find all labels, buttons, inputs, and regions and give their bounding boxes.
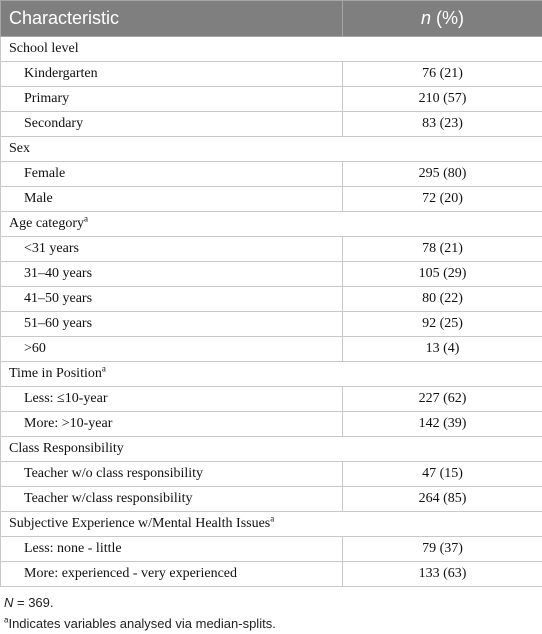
n-symbol: N: [4, 595, 14, 610]
row-value: 142 (39): [343, 412, 542, 437]
row-value: 76 (21): [343, 62, 542, 87]
row-label: Male: [1, 187, 343, 212]
group-label: [1, 512, 542, 537]
table-row: [1, 262, 542, 287]
row-label: Female: [1, 162, 343, 187]
group-label-text: Sex: [9, 141, 30, 156]
row-label: 51–60 years: [1, 312, 343, 337]
table-row: [1, 287, 542, 312]
row-value: 80 (22): [343, 287, 542, 312]
table-header-row: [1, 1, 542, 37]
group-label: [1, 137, 542, 162]
row-value: 78 (21): [343, 237, 542, 262]
group-label: [1, 37, 542, 62]
table-row: [1, 187, 542, 212]
footnote-marker: a: [84, 213, 89, 224]
row-label: 41–50 years: [1, 287, 343, 312]
row-value: 105 (29): [343, 262, 542, 287]
row-label: Less: none - little: [1, 537, 343, 562]
table-body: [1, 37, 542, 587]
group-label-text: Class Responsibility: [9, 441, 124, 456]
row-label: <31 years: [1, 237, 343, 262]
table-row: [1, 387, 542, 412]
table-row: [1, 312, 542, 337]
row-label: Teacher w/o class responsibility: [1, 462, 343, 487]
table-row: [1, 462, 542, 487]
row-label: Primary: [1, 87, 343, 112]
group-label: [1, 362, 542, 387]
row-label: More: >10-year: [1, 412, 343, 437]
row-value: 72 (20): [343, 187, 542, 212]
row-label: 31–40 years: [1, 262, 343, 287]
row-value: 264 (85): [343, 487, 542, 512]
table-row: [1, 337, 542, 362]
table-row: [1, 412, 542, 437]
table-row: [1, 62, 542, 87]
row-value: 210 (57): [343, 87, 542, 112]
row-label: >60: [1, 337, 343, 362]
row-value: 13 (4): [343, 337, 542, 362]
group-label: [1, 437, 542, 462]
row-label: Less: ≤10-year: [1, 387, 343, 412]
row-value: 83 (23): [343, 112, 542, 137]
footnote: [0, 613, 542, 634]
header-characteristic: Characteristic: [1, 1, 343, 37]
group-label-text: Time in Position: [9, 366, 102, 381]
row-value: 47 (15): [343, 462, 542, 487]
row-label: Secondary: [1, 112, 343, 137]
row-value: 133 (63): [343, 562, 542, 587]
n-value-text: = 369.: [13, 595, 54, 610]
table-row: [1, 87, 542, 112]
table-row: [1, 537, 542, 562]
footnote-marker: a: [101, 363, 106, 374]
table-row: [1, 237, 542, 262]
group-label-text: School level: [9, 41, 79, 56]
row-value: 295 (80): [343, 162, 542, 187]
footnote-marker: a: [270, 513, 275, 524]
group-label-text: Subjective Experience w/Mental Health Issues: [9, 516, 271, 531]
row-label: More: experienced - very experienced: [1, 562, 343, 587]
row-value: 227 (62): [343, 387, 542, 412]
row-value: 92 (25): [343, 312, 542, 337]
table-notes: [0, 592, 542, 634]
table-row: [1, 487, 542, 512]
group-row: [1, 137, 542, 162]
group-row: [1, 212, 542, 237]
group-row: [1, 437, 542, 462]
header-pct-label: (%): [431, 8, 464, 28]
footnote-marker: a: [4, 615, 9, 625]
row-value: 79 (37): [343, 537, 542, 562]
header-n-percent: [343, 1, 542, 37]
header-n-label: n: [420, 8, 431, 28]
group-label-text: Age category: [9, 216, 85, 231]
group-row: [1, 362, 542, 387]
table-row: [1, 162, 542, 187]
footnote-text: Indicates variables analysed via median-splits.: [8, 616, 276, 631]
row-label: Kindergarten: [1, 62, 343, 87]
table-row: [1, 112, 542, 137]
row-label: Teacher w/class responsibility: [1, 487, 343, 512]
table-row: [1, 562, 542, 587]
group-row: [1, 37, 542, 62]
group-label: [1, 212, 542, 237]
group-row: [1, 512, 542, 537]
sample-size-note: [0, 592, 542, 613]
